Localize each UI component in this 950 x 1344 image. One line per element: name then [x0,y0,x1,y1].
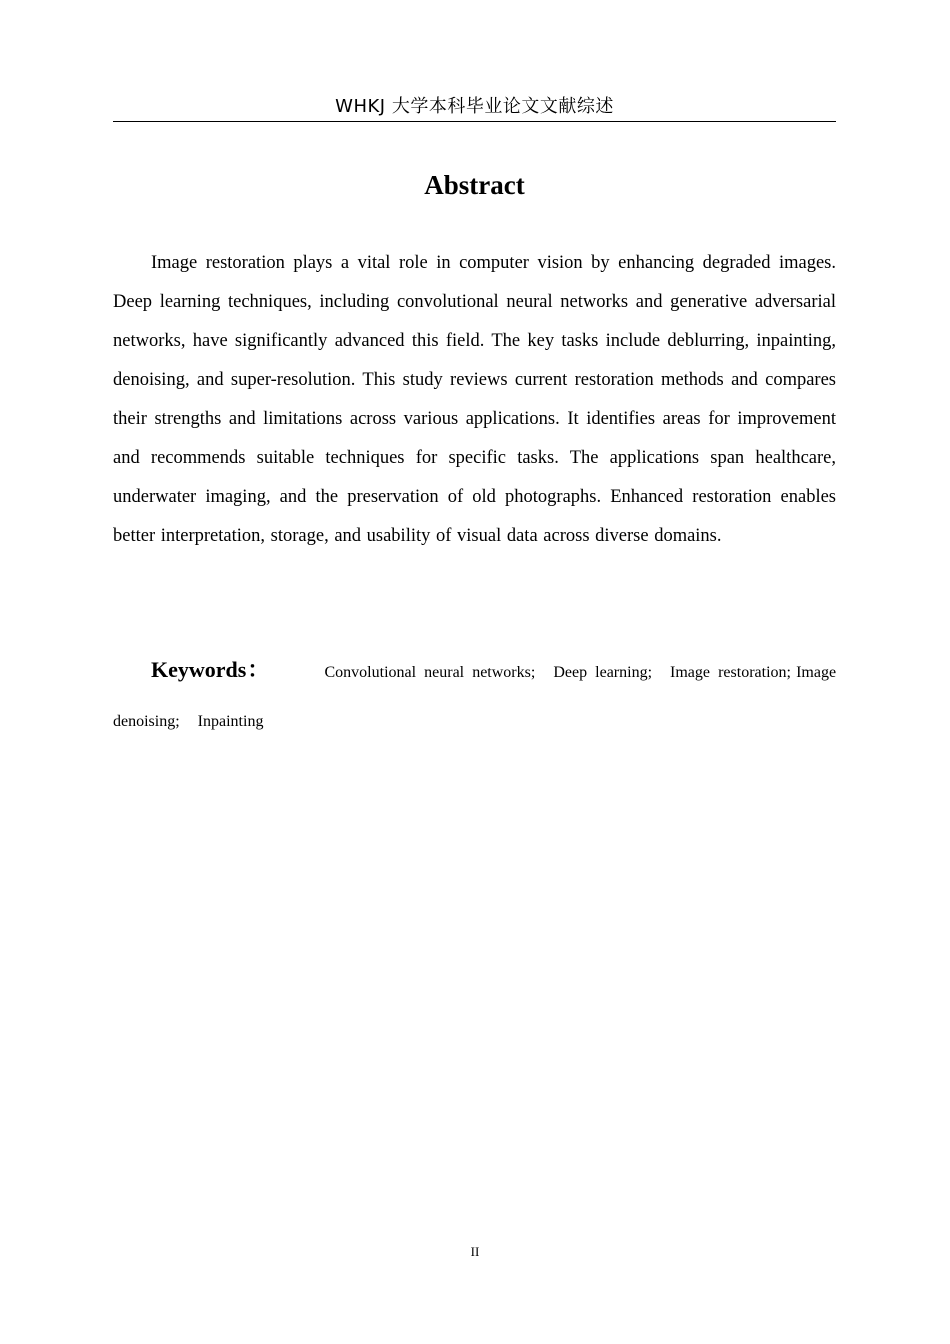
keywords-label: Keywords： [151,657,271,682]
keywords-section [113,645,836,746]
keyword-item: Image denoising; [113,664,837,730]
running-header-title: WHKJ 大学本科毕业论文文献综述 [335,96,614,117]
keyword-item: Image restoration; [670,664,791,681]
abstract-body: Image restoration plays a vital role in computer vision by enhancing degraded images. Deep learning techniques, including convolutional neural networks and generative adversarial networks, have significantly advanced this field. The key tasks include deblurring, inpainting, denoising, and super-resolution. This study reviews current restoration methods and compares their strengths and limitations across various applications. It identifies areas for improvement and recommends suitable techniques for specific tasks. The applications span healthcare, underwater imaging, and the preservation of old photographs. Enhanced restoration enables better interpretation, storage, and usability of visual data across diverse domains. [113,253,836,546]
header-rule [113,121,836,122]
abstract-title: Abstract [424,170,525,200]
keyword-item: Inpainting [197,713,264,730]
page-number: II [470,1244,480,1259]
keyword-item: Deep learning; [553,664,653,681]
keyword-item: Convolutional neural networks; [324,664,536,681]
